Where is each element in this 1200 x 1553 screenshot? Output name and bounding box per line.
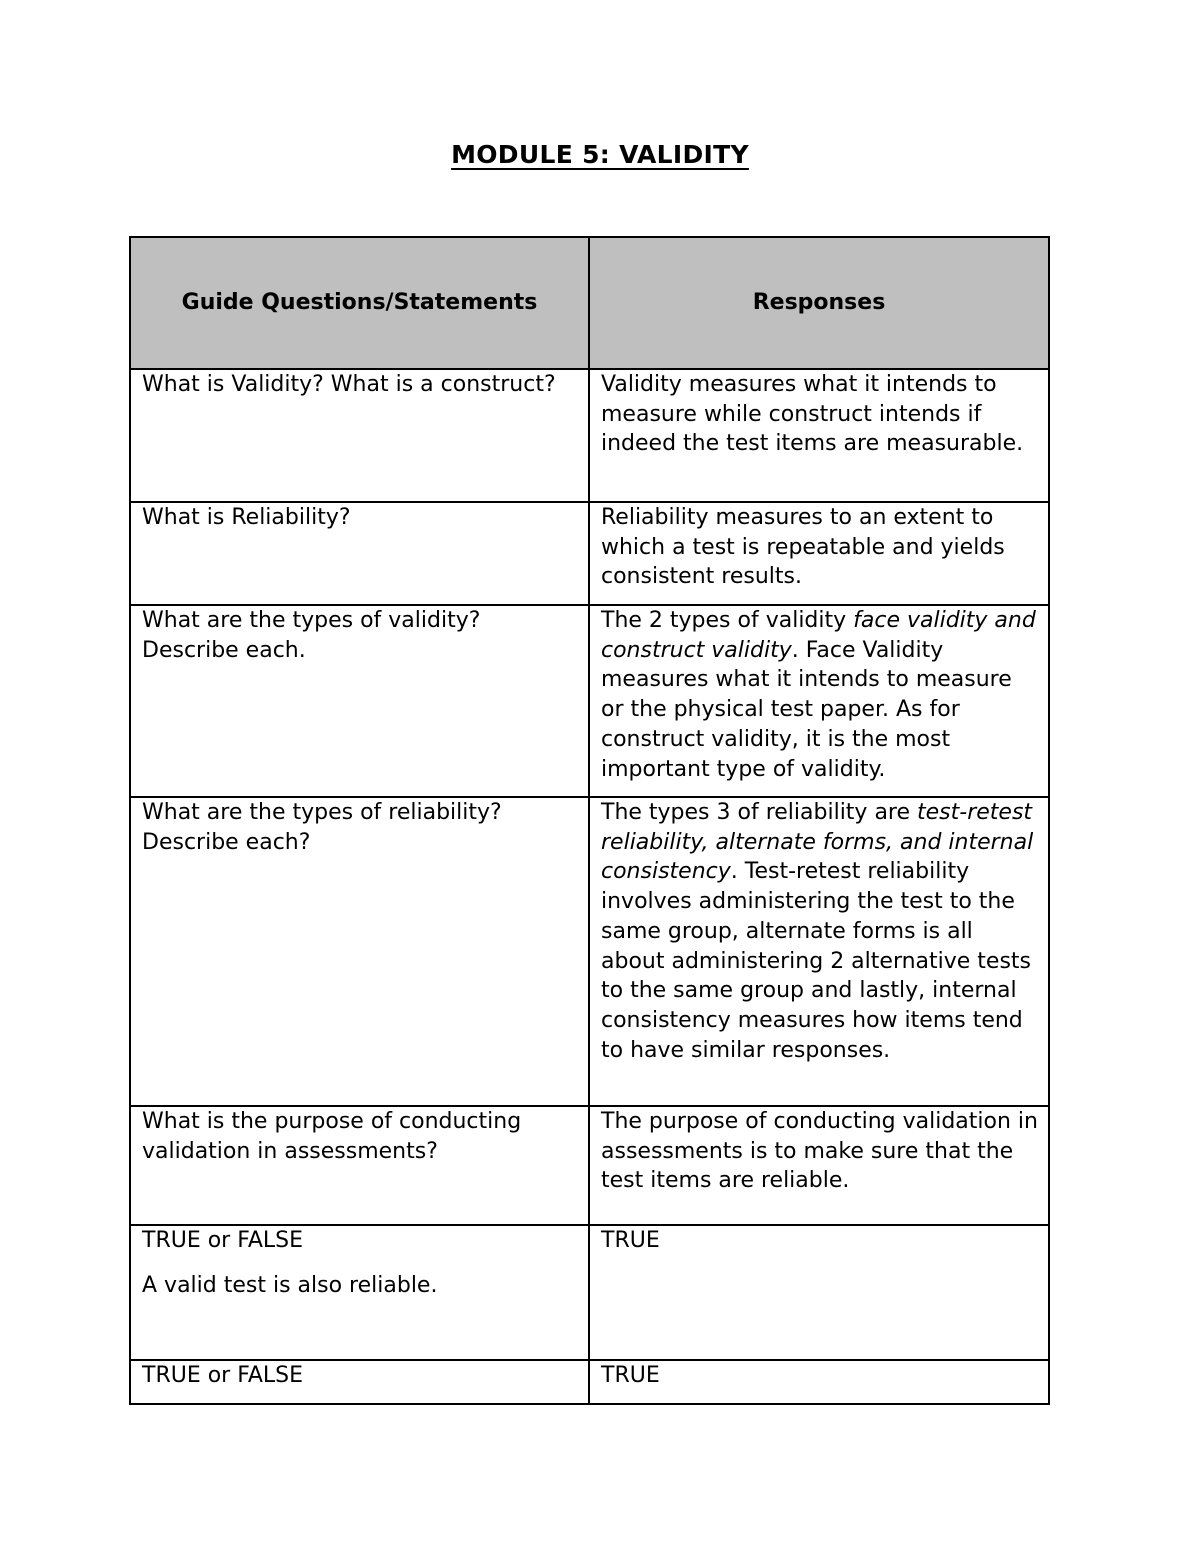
question-cell: What are the types of validity? Describe each. (130, 605, 589, 797)
qa-table (129, 236, 1050, 1405)
response-cell (589, 797, 1049, 1106)
table-row (130, 502, 1049, 605)
response-cell: Reliability measures to an extent to which a test is repeatable and yields consistent results. (589, 502, 1049, 605)
response-text: The 2 types of validity (601, 608, 854, 633)
response-cell: TRUE (589, 1360, 1049, 1404)
question-text: TRUE or FALSE (142, 1228, 304, 1253)
question-cell: What is Reliability? (130, 502, 589, 605)
response-text: . Face Validity measures what it intends to measure or the physical test paper. As for construct validity, it is the most important type of validity. (601, 637, 1012, 782)
table-row (130, 797, 1049, 1106)
question-cell: What is the purpose of conducting validation in assessments? (130, 1106, 589, 1225)
table-row (130, 369, 1049, 502)
question-cell (130, 1225, 589, 1360)
table-header-row (130, 237, 1049, 369)
header-questions: Guide Questions/Statements (130, 237, 589, 369)
page-title: MODULE 5: VALIDITY (451, 140, 749, 169)
question-cell: What is Validity? What is a construct? (130, 369, 589, 502)
table-row (130, 605, 1049, 797)
question-cell: TRUE or FALSE (130, 1360, 589, 1404)
response-cell: Validity measures what it intends to measure while construct intends if indeed the test items are measurable. (589, 369, 1049, 502)
response-emphasis: test-retest reliability, alternate forms, and internal consistency (601, 800, 1034, 885)
response-cell: The purpose of conducting validation in assessments is to make sure that the test items are reliable. (589, 1106, 1049, 1225)
header-responses: Responses (589, 237, 1049, 369)
table-row (130, 1360, 1049, 1404)
response-text: . Test-retest reliability involves administering the test to the same group, alternate forms is all about administering 2 alternative tests to the same group and lastly, internal consistency measures how items tend to have similar responses. (601, 859, 1032, 1063)
response-text: The types 3 of reliability are (601, 800, 918, 825)
statement-text: A valid test is also reliable. (142, 1272, 438, 1298)
table-row (130, 1106, 1049, 1225)
table-row (130, 1225, 1049, 1360)
response-emphasis: face validity and construct validity (601, 608, 1036, 663)
question-cell: What are the types of reliability? Describe each? (130, 797, 589, 1106)
response-cell: TRUE (589, 1225, 1049, 1360)
response-cell (589, 605, 1049, 797)
